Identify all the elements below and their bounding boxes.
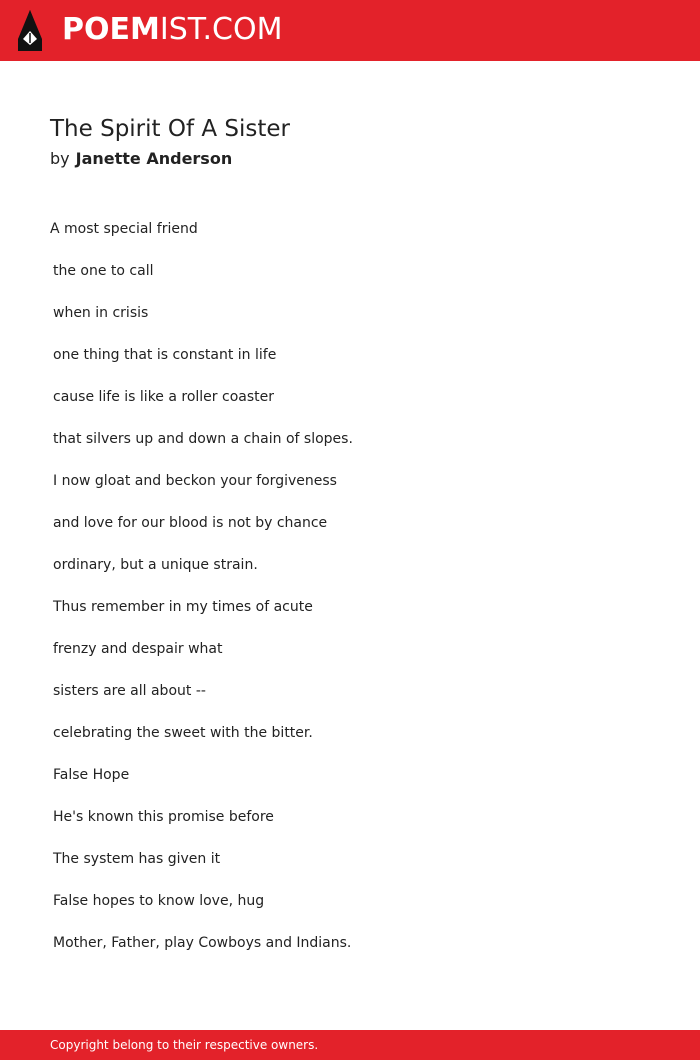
poem-line: False Hope	[53, 767, 130, 783]
site-footer	[0, 1030, 700, 1060]
by-label: by	[50, 149, 70, 168]
brand-light: IST.COM	[159, 12, 283, 47]
copyright-notice: Copyright belong to their respective owners.	[50, 1038, 319, 1052]
poem-line: when in crisis	[53, 305, 149, 321]
poem-line: Mother, Father, play Cowboys and Indians.	[53, 935, 352, 951]
poem-line: one thing that is constant in life	[53, 347, 277, 363]
poem-line: The system has given it	[53, 851, 221, 867]
poem-line: False hopes to know love, hug	[53, 893, 265, 909]
poem-line: cause life is like a roller coaster	[53, 389, 274, 405]
poem-line: and love for our blood is not by chance	[53, 515, 328, 531]
poem-line: ordinary, but a unique strain.	[53, 557, 258, 573]
byline	[50, 149, 232, 168]
poem-line: He's known this promise before	[53, 809, 274, 825]
poem-line: celebrating the sweet with the bitter.	[53, 725, 313, 741]
poem-body	[50, 218, 650, 974]
poem-line: the one to call	[53, 263, 154, 279]
pen-nib-icon[interactable]	[17, 9, 43, 52]
site-header	[0, 0, 700, 61]
poem-title: The Spirit Of A Sister	[50, 116, 291, 142]
poem-line: sisters are all about --	[53, 683, 206, 699]
poem-line: A most special friend	[50, 221, 198, 237]
poem-line: frenzy and despair what	[53, 641, 223, 657]
brand-bold: POEM	[62, 12, 160, 47]
poem-line: that silvers up and down a chain of slopes.	[53, 431, 353, 447]
poem-line: Thus remember in my times of acute	[53, 599, 313, 615]
author-name[interactable]: Janette Anderson	[75, 149, 233, 168]
poem-line: I now gloat and beckon your forgiveness	[53, 473, 337, 489]
site-logo[interactable]	[62, 8, 282, 52]
